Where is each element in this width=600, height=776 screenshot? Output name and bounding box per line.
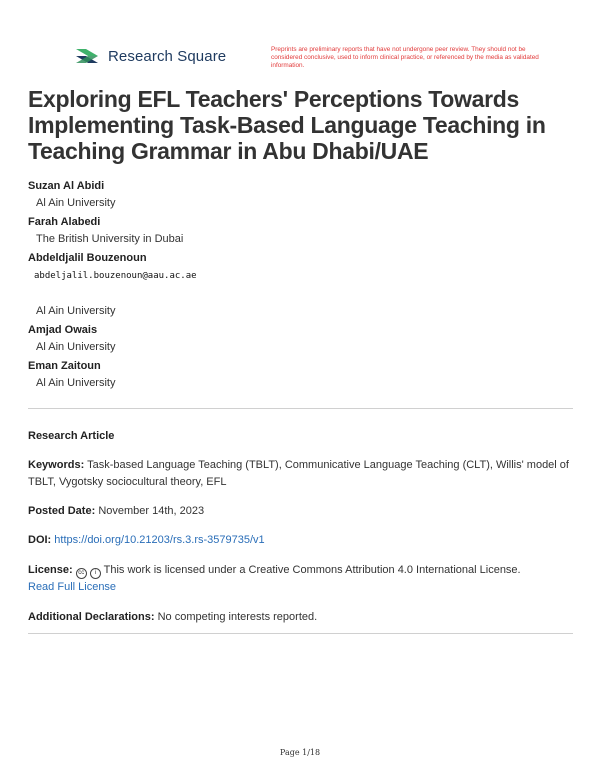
divider	[28, 633, 573, 634]
posted-date-label: Posted Date:	[28, 505, 96, 517]
author-entry	[28, 180, 573, 210]
cc-icon: cc	[76, 568, 87, 579]
keywords-value: Task-based Language Teaching (TBLT), Communicative Language Teaching (CLT), Willis' model of TBLT, Vygotsky sociocultural theory, EFL	[28, 459, 569, 488]
author-entry	[28, 324, 573, 354]
research-square-logo[interactable]	[74, 46, 226, 66]
doi-label: DOI:	[28, 534, 52, 546]
author-email-link[interactable]: abdeljalil.bouzenoun@aau.ac.ae	[34, 271, 197, 281]
page-number: Page 1/18	[279, 748, 321, 757]
article-type	[28, 428, 573, 445]
declarations-label: Additional Declarations:	[28, 611, 155, 623]
author-affiliation: Al Ain University	[36, 305, 116, 317]
author-entry	[28, 216, 573, 246]
author-affiliation: The British University in Dubai	[36, 233, 184, 245]
license-label: License:	[28, 564, 73, 576]
author-entry	[28, 360, 573, 390]
posted-date-section	[28, 503, 573, 520]
posted-date-value: November 14th, 2023	[98, 505, 205, 517]
author-affiliation: Al Ain University	[36, 197, 116, 209]
read-full-license-link[interactable]: Read Full License	[28, 581, 117, 593]
preprint-disclaimer: Preprints are preliminary reports that have not undergone peer review. They should not be considered conclusive, used to inform clinical practice, or referenced by the media as validated information.	[271, 46, 539, 70]
declarations-section	[28, 609, 573, 626]
paper-title: Exploring EFL Teachers' Perceptions Towards Implementing Task-Based Language Teaching in Teaching Grammar in Abu Dhabi/UAE	[28, 86, 546, 164]
research-square-logo-icon	[74, 46, 100, 66]
author-affiliation: Al Ain University	[36, 377, 116, 389]
keywords-label: Keywords:	[28, 459, 85, 471]
by-icon: i	[90, 568, 101, 579]
keywords-section	[28, 457, 573, 491]
divider	[28, 408, 573, 409]
author-entry	[28, 252, 573, 318]
author-name: Abdeldjalil Bouzenoun	[28, 252, 147, 264]
logo-text: Research Square	[108, 47, 227, 65]
author-name: Eman Zaitoun	[28, 360, 101, 372]
author-name: Amjad Owais	[28, 324, 98, 336]
license-section	[28, 562, 573, 596]
declarations-value: No competing interests reported.	[157, 611, 318, 623]
author-name: Suzan Al Abidi	[28, 180, 105, 192]
doi-link[interactable]: https://doi.org/10.21203/rs.3.rs-3579735/v1	[54, 534, 265, 546]
doi-section	[28, 532, 573, 549]
author-list	[28, 180, 573, 396]
license-text: This work is licensed under a Creative Commons Attribution 4.0 International License.	[103, 564, 521, 576]
article-type-label: Research Article	[28, 430, 115, 442]
author-affiliation: Al Ain University	[36, 341, 116, 353]
author-name: Farah Alabedi	[28, 216, 101, 228]
